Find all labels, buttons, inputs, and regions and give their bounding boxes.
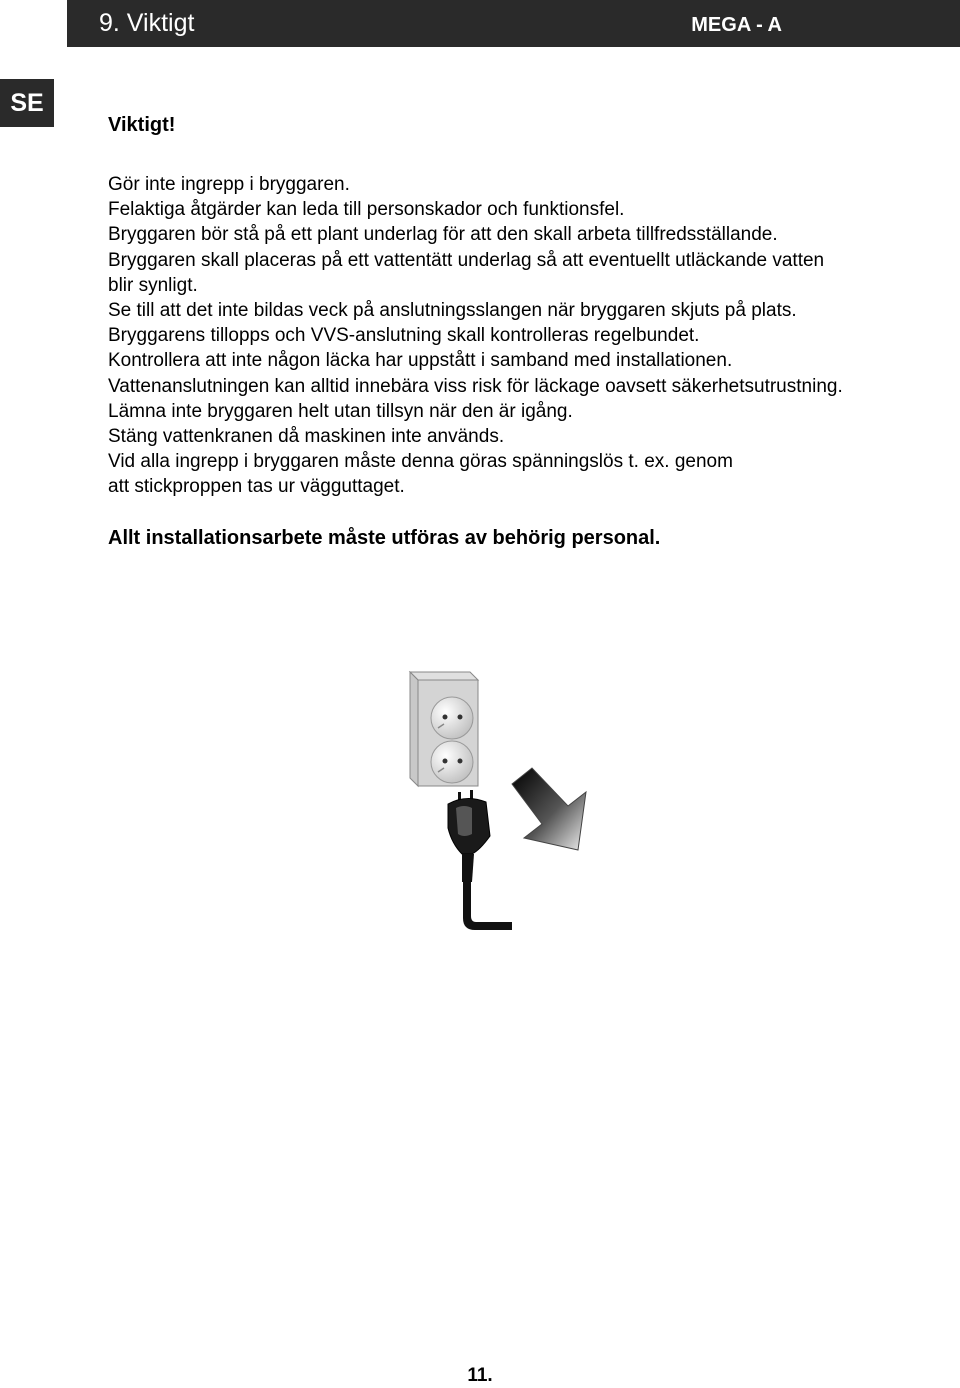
page-header <box>67 0 960 47</box>
main-content <box>108 112 938 551</box>
text-line: Felaktiga åtgärder kan leda till personskador och funktionsfel. <box>108 199 625 221</box>
chapter-title: 9. Viktigt <box>99 9 195 37</box>
warning-list <box>108 172 938 500</box>
text-line: blir synligt. <box>108 274 198 296</box>
text-line: Gör inte ingrepp i bryggaren. <box>108 174 350 195</box>
text-line: Vid alla ingrepp i bryggaren måste denna göras spänningslös t. ex. genom <box>108 451 733 473</box>
power-plug-icon <box>448 790 512 930</box>
text-line: Bryggaren bör stå på ett plant underlag för att den skall arbeta tillfredsställande. <box>108 224 778 246</box>
text-line: Kontrollera att inte någon läcka har uppstått i samband med installationen. <box>108 350 733 372</box>
model-name: MEGA - A <box>691 14 782 36</box>
text-line: Stäng vattenkranen då maskinen inte används. <box>108 426 505 448</box>
wall-socket-icon <box>410 672 478 786</box>
text-line: Lämna inte bryggaren helt utan tillsyn när den är igång. <box>108 400 573 422</box>
section-heading: Viktigt! <box>108 114 176 136</box>
text-line: Bryggaren skall placeras på ett vattentätt underlag så att eventuellt utläckande vatten <box>108 249 825 271</box>
text-line: Vattenanslutningen kan alltid innebära viss risk för läckage oavsett säkerhetsutrustning. <box>108 375 843 397</box>
text-line: att stickproppen tas ur vägguttaget. <box>108 476 405 498</box>
language-tab: SE <box>0 79 54 127</box>
emphasis-note: Allt installationsarbete måste utföras av behörig personal. <box>108 526 661 549</box>
arrow-down-right-icon <box>512 768 586 850</box>
page-number: 11. <box>467 1365 493 1386</box>
unplug-illustration <box>400 668 600 938</box>
text-line: Se till att det inte bildas veck på anslutningsslangen när bryggaren skjuts på plats. <box>108 300 797 322</box>
text-line: Bryggarens tillopps och VVS-anslutning skall kontrolleras regelbundet. <box>108 325 700 347</box>
